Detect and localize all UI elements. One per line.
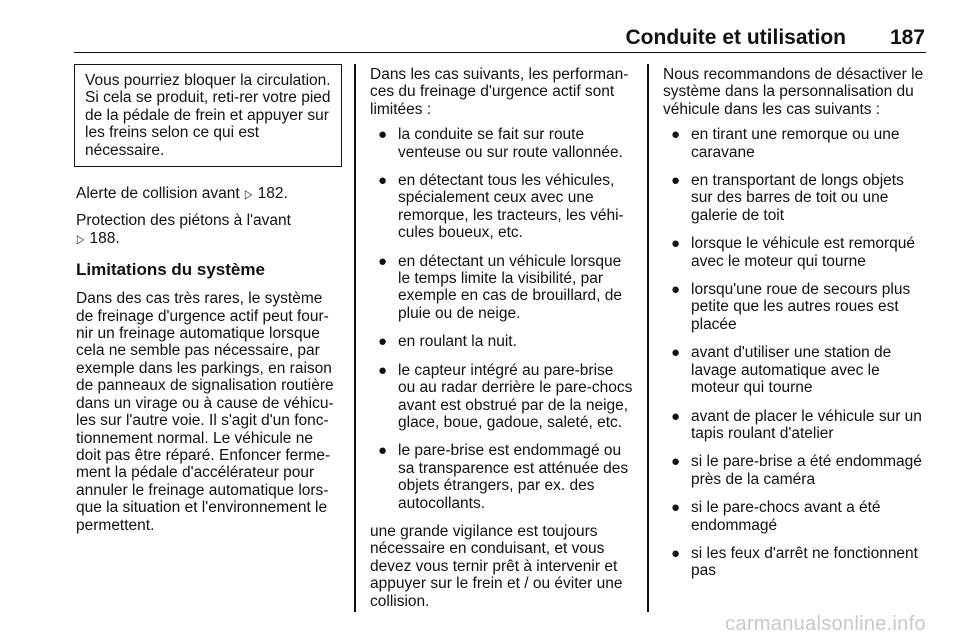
- list-item: [663, 235, 926, 270]
- reference-arrow-icon: ▷: [244, 187, 253, 202]
- list-item: [370, 126, 633, 161]
- list-item: [663, 172, 926, 224]
- reference-page-link[interactable]: 182.: [257, 185, 288, 203]
- list-item-text: lorsqu'une roue de secours plus petite que les autres roues est placée: [691, 281, 911, 333]
- column-divider: [647, 64, 649, 612]
- list-item-text: en transportant de longs objets sur des barres de toit ou une galerie de toit: [691, 172, 904, 224]
- reference-page-link[interactable]: 188.: [89, 229, 120, 247]
- bullet-icon: ●: [378, 252, 388, 270]
- list-item: [370, 172, 633, 242]
- bullet-list: [370, 126, 633, 512]
- bullet-icon: ●: [671, 126, 681, 144]
- section-title: Conduite et utilisation: [625, 26, 846, 49]
- cross-reference: [76, 185, 342, 203]
- list-item-text: lorsque le véhicule est remorqué avec le moteur qui tourne: [691, 235, 916, 270]
- section-heading: Limitations du système: [76, 260, 265, 280]
- list-item-text: en roulant la nuit.: [398, 333, 517, 351]
- reference-arrow-icon: ▷: [76, 231, 85, 246]
- bullet-icon: ●: [671, 544, 681, 562]
- column-divider: [354, 64, 356, 612]
- bullet-icon: ●: [378, 361, 388, 379]
- intro-paragraph: Dans les cas suivants, les performan-ces du freinage d'urgence actif sont limitées :: [370, 66, 629, 118]
- reference-text: Protection des piétons à l'avant: [76, 212, 291, 230]
- bullet-icon: ●: [378, 126, 388, 144]
- list-item: [370, 442, 633, 512]
- list-item: [663, 344, 926, 396]
- list-item-text: en détectant un véhicule lorsque le temps limite la visibilité, par exemple en cas de brouillard, de pluie ou de neige.: [398, 252, 623, 322]
- bullet-icon: ●: [671, 407, 681, 425]
- list-item-text: en tirant une remorque ou une caravane: [691, 126, 900, 161]
- bullet-icon: ●: [671, 172, 681, 190]
- bullet-icon: ●: [671, 235, 681, 253]
- list-item-text: si le pare-chocs avant a été endommagé: [691, 499, 881, 534]
- list-item-text: si les feux d'arrêt ne fonctionnent pas: [691, 544, 918, 580]
- cross-reference: [76, 212, 342, 248]
- note-box: [74, 64, 342, 167]
- body-paragraph: Dans des cas très rares, le système de freinage d'urgence actif peut four-nir un freinage automatique lorsque cela ne semble pas nécessaire, par exemple dans les parkings, en raison de panneaux de signalisation routière dans un virage ou à cause de véhicu-les sur l'autre voie. Il s'agit d'un fonc-tionnement normal. Le véhicule ne doit pas être réparé. Enfoncer ferme-ment la pédale d'accélérateur pour annuler le freinage automatique lors-que la situation et l'environnement le permettent.: [76, 290, 334, 534]
- bullet-icon: ●: [671, 499, 681, 517]
- column-1: [76, 64, 342, 543]
- bullet-list: [663, 126, 926, 580]
- list-item: [663, 281, 926, 333]
- column-2: [370, 66, 633, 619]
- list-item: [663, 126, 926, 161]
- list-item-text: avant d'utiliser une station de lavage automatique avec le moteur qui tourne: [691, 344, 892, 397]
- intro-paragraph: Nous recommandons de désactiver le système dans la personnalisation du véhicule dans les cas suivants :: [663, 66, 924, 118]
- list-item-text: la conduite se fait sur route venteuse ou sur route vallonnée.: [398, 126, 623, 161]
- list-item-text: le pare-brise est endommagé ou sa transparence est atténuée des objets étrangers, par ex. des autocollants.: [398, 442, 629, 512]
- bullet-icon: ●: [671, 344, 681, 362]
- bullet-icon: ●: [378, 172, 388, 190]
- list-item-text: si le pare-brise a été endommagé près de la caméra: [691, 453, 922, 488]
- list-item-text: en détectant tous les véhicules, spécialement ceux avec une remorque, les tracteurs, les véhi-cules boueux, etc.: [398, 172, 624, 242]
- reference-text: Alerte de collision avant: [76, 185, 240, 203]
- closing-paragraph: une grande vigilance est toujours nécessaire en conduisant, et vous devez vous ternir prêt à intervenir et appuyer sur le frein et / ou éviter une collision.: [370, 522, 623, 610]
- bullet-icon: ●: [378, 333, 388, 351]
- list-item: [370, 333, 633, 350]
- list-item: [663, 545, 926, 580]
- bullet-icon: ●: [378, 442, 388, 460]
- column-3: [663, 66, 926, 591]
- list-item: [663, 408, 926, 443]
- note-text: Vous pourriez bloquer la circulation. Si cela se produit, reti-rer votre pied de la pédale de frein et appuyer sur les freins selon ce qui est nécessaire.: [85, 72, 331, 159]
- bullet-icon: ●: [671, 281, 681, 299]
- list-item: [663, 453, 926, 488]
- list-item: [370, 253, 633, 323]
- list-item-text: avant de placer le véhicule sur un tapis roulant d'atelier: [691, 407, 922, 442]
- list-item: [370, 362, 633, 432]
- list-item-text: le capteur intégré au pare-brise ou au radar derrière le pare-chocs avant est obstrué par de la neige, glace, boue, gadoue, saleté, etc.: [398, 361, 633, 431]
- page-number: 187: [889, 26, 925, 49]
- page-header: [74, 24, 926, 53]
- watermark: carmanualsonline.info: [725, 613, 926, 635]
- bullet-icon: ●: [671, 453, 681, 471]
- list-item: [663, 499, 926, 534]
